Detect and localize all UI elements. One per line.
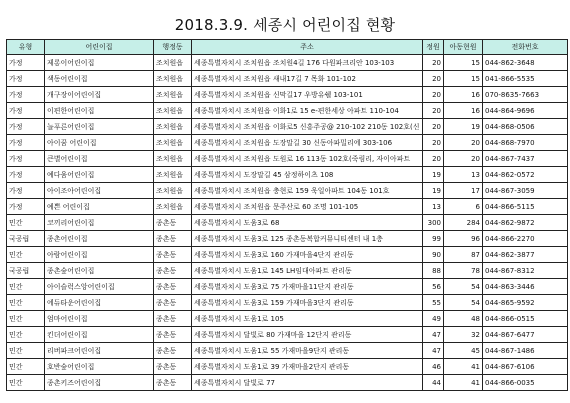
cell-current[interactable]: 45 bbox=[444, 343, 483, 359]
cell-dong[interactable]: 종촌동 bbox=[154, 231, 192, 247]
table-row bbox=[7, 103, 568, 119]
table-row bbox=[7, 279, 568, 295]
cell-type[interactable]: 민간 bbox=[7, 359, 45, 375]
cell-dong[interactable]: 종촌동 bbox=[154, 327, 192, 343]
cell-capacity[interactable]: 56 bbox=[423, 279, 444, 295]
cell-address[interactable]: 세종특별자치시 도움3로 125 종촌동복합커뮤니티센터 내 1층 bbox=[192, 231, 423, 247]
cell-name[interactable]: 호반숲어린이집 bbox=[45, 359, 154, 375]
cell-name[interactable]: 킨더어린이집 bbox=[45, 327, 154, 343]
cell-address[interactable]: 세종특별자치시 조치원읍 이화로5 신흥주공@ 210-102 210동 102호(신 bbox=[192, 119, 423, 135]
cell-type[interactable]: 가정 bbox=[7, 151, 45, 167]
cell-address[interactable]: 세종특별자치시 조치원읍 조치원4길 176 다원파크리안 103-103 bbox=[192, 55, 423, 71]
cell-capacity[interactable]: 47 bbox=[423, 343, 444, 359]
cell-phone[interactable]: 070-8635-7663 bbox=[483, 87, 568, 103]
table-row bbox=[7, 375, 568, 391]
cell-dong[interactable]: 종촌동 bbox=[154, 263, 192, 279]
daycare-table bbox=[6, 39, 568, 391]
cell-dong[interactable]: 종촌동 bbox=[154, 295, 192, 311]
table-row bbox=[7, 231, 568, 247]
cell-dong[interactable]: 조치원읍 bbox=[154, 103, 192, 119]
column-header-address[interactable]: 주소 bbox=[192, 40, 423, 55]
cell-dong[interactable]: 종촌동 bbox=[154, 375, 192, 391]
cell-address[interactable]: 세종특별자치시 도움1로 105 bbox=[192, 311, 423, 327]
cell-name[interactable]: 종촌숲어린이집 bbox=[45, 263, 154, 279]
table-body bbox=[7, 55, 568, 391]
cell-name[interactable]: 엄마어린이집 bbox=[45, 311, 154, 327]
cell-dong[interactable]: 종촌동 bbox=[154, 215, 192, 231]
cell-phone[interactable]: 044-862-0572 bbox=[483, 167, 568, 183]
cell-current[interactable]: 41 bbox=[444, 375, 483, 391]
cell-capacity[interactable]: 20 bbox=[423, 87, 444, 103]
cell-address[interactable]: 세종특별자치시 도움1로 145 LH임대아파트 관리동 bbox=[192, 263, 423, 279]
cell-name[interactable]: 예다움어린이집 bbox=[45, 167, 154, 183]
cell-address[interactable]: 세종특별자치시 도움1로 55 가재마을9단지 관리동 bbox=[192, 343, 423, 359]
cell-name[interactable]: 에듀타운어린이집 bbox=[45, 295, 154, 311]
table-row bbox=[7, 215, 568, 231]
cell-type[interactable]: 민간 bbox=[7, 343, 45, 359]
cell-current[interactable]: 20 bbox=[444, 135, 483, 151]
cell-type[interactable]: 국공립 bbox=[7, 231, 45, 247]
cell-type[interactable]: 가정 bbox=[7, 167, 45, 183]
cell-phone[interactable]: 044-866-2270 bbox=[483, 231, 568, 247]
cell-name[interactable]: 아이조아어린이집 bbox=[45, 183, 154, 199]
cell-capacity[interactable]: 13 bbox=[423, 199, 444, 215]
cell-name[interactable]: 종촌어린이집 bbox=[45, 231, 154, 247]
cell-type[interactable]: 민간 bbox=[7, 375, 45, 391]
cell-name[interactable]: 아람어린이집 bbox=[45, 247, 154, 263]
sheet-title: 2018.3.9. 세종시 어린이집 현황 bbox=[174, 16, 396, 34]
cell-name[interactable]: 이편한어린이집 bbox=[45, 103, 154, 119]
cell-current[interactable]: 41 bbox=[444, 359, 483, 375]
cell-type[interactable]: 민간 bbox=[7, 295, 45, 311]
cell-phone[interactable]: 044-868-7970 bbox=[483, 135, 568, 151]
cell-phone[interactable]: 044-863-3446 bbox=[483, 279, 568, 295]
table-row bbox=[7, 295, 568, 311]
cell-current[interactable]: 54 bbox=[444, 295, 483, 311]
column-header-capacity[interactable]: 정원 bbox=[423, 40, 444, 55]
cell-capacity[interactable]: 19 bbox=[423, 167, 444, 183]
cell-address[interactable]: 세종특별자치시 조치원읍 새내17길 7 목화 101-102 bbox=[192, 71, 423, 87]
cell-type[interactable]: 가정 bbox=[7, 103, 45, 119]
table-row bbox=[7, 135, 568, 151]
cell-dong[interactable]: 조치원읍 bbox=[154, 135, 192, 151]
cell-address[interactable]: 세종특별자치시 조치원읍 도장말길 30 신동아파밀리에 303-106 bbox=[192, 135, 423, 151]
cell-capacity[interactable]: 44 bbox=[423, 375, 444, 391]
cell-address[interactable]: 세종특별자치시 조치원읍 신막길17 우방유쉘 103-101 bbox=[192, 87, 423, 103]
cell-address[interactable]: 세종특별자치시 도움3로 160 가재마을4단지 관리동 bbox=[192, 247, 423, 263]
cell-current[interactable]: 284 bbox=[444, 215, 483, 231]
cell-capacity[interactable]: 99 bbox=[423, 231, 444, 247]
cell-capacity[interactable]: 46 bbox=[423, 359, 444, 375]
cell-address[interactable]: 세종특별자치시 조치원읍 문주산로 60 조명 101-105 bbox=[192, 199, 423, 215]
cell-current[interactable]: 6 bbox=[444, 199, 483, 215]
cell-current[interactable]: 17 bbox=[444, 183, 483, 199]
cell-capacity[interactable]: 90 bbox=[423, 247, 444, 263]
cell-address[interactable]: 세종특별자치시 달빛로 80 가재마을 12단지 관리동 bbox=[192, 327, 423, 343]
cell-address[interactable]: 세종특별자치시 도장말길 45 삼정하이츠 108 bbox=[192, 167, 423, 183]
cell-phone[interactable]: 044-866-0515 bbox=[483, 311, 568, 327]
table-row bbox=[7, 199, 568, 215]
cell-type[interactable]: 가정 bbox=[7, 55, 45, 71]
table-row bbox=[7, 263, 568, 279]
cell-type[interactable]: 민간 bbox=[7, 327, 45, 343]
cell-phone[interactable]: 044-862-3648 bbox=[483, 55, 568, 71]
cell-name[interactable]: 아이슬럭스앙어린이집 bbox=[45, 279, 154, 295]
cell-current[interactable]: 32 bbox=[444, 327, 483, 343]
cell-address[interactable]: 세종특별자치시 조치원읍 도원로 16 113동 102호(죽림리, 자이아파트 bbox=[192, 151, 423, 167]
cell-address[interactable]: 세종특별자치시 도움1로 39 가재마을2단지 관리동 bbox=[192, 359, 423, 375]
cell-capacity[interactable]: 47 bbox=[423, 327, 444, 343]
cell-type[interactable]: 가정 bbox=[7, 71, 45, 87]
cell-name[interactable]: 개구장이어린이집 bbox=[45, 87, 154, 103]
cell-type[interactable]: 가정 bbox=[7, 183, 45, 199]
cell-type[interactable]: 가정 bbox=[7, 119, 45, 135]
cell-dong[interactable]: 종촌동 bbox=[154, 247, 192, 263]
column-header-name[interactable]: 어린이집 bbox=[45, 40, 154, 55]
cell-current[interactable]: 87 bbox=[444, 247, 483, 263]
cell-current[interactable]: 48 bbox=[444, 311, 483, 327]
cell-current[interactable]: 19 bbox=[444, 119, 483, 135]
cell-dong[interactable]: 조치원읍 bbox=[154, 151, 192, 167]
cell-type[interactable]: 가정 bbox=[7, 135, 45, 151]
cell-capacity[interactable]: 20 bbox=[423, 135, 444, 151]
column-header-dong[interactable]: 행정동 bbox=[154, 40, 192, 55]
cell-name[interactable]: 리버파크어린이집 bbox=[45, 343, 154, 359]
cell-name[interactable]: 종촌키즈어린이집 bbox=[45, 375, 154, 391]
table-row bbox=[7, 119, 568, 135]
table-row bbox=[7, 55, 568, 71]
cell-dong[interactable]: 조치원읍 bbox=[154, 71, 192, 87]
cell-current[interactable]: 16 bbox=[444, 103, 483, 119]
cell-phone[interactable]: 044-867-8312 bbox=[483, 263, 568, 279]
cell-capacity[interactable]: 49 bbox=[423, 311, 444, 327]
cell-current[interactable]: 13 bbox=[444, 167, 483, 183]
table-row bbox=[7, 359, 568, 375]
cell-dong[interactable]: 조치원읍 bbox=[154, 199, 192, 215]
cell-current[interactable]: 15 bbox=[444, 71, 483, 87]
cell-phone[interactable]: 044-867-6106 bbox=[483, 359, 568, 375]
table-row bbox=[7, 151, 568, 167]
cell-address[interactable]: 세종특별자치시 도움3로 159 가재마을3단지 관리동 bbox=[192, 295, 423, 311]
column-header-current[interactable]: 아동현원 bbox=[444, 40, 483, 55]
column-header-type[interactable]: 유형 bbox=[7, 40, 45, 55]
cell-current[interactable]: 15 bbox=[444, 55, 483, 71]
cell-capacity[interactable]: 88 bbox=[423, 263, 444, 279]
cell-name[interactable]: 늘푸른어린이집 bbox=[45, 119, 154, 135]
table-row bbox=[7, 183, 568, 199]
cell-dong[interactable]: 종촌동 bbox=[154, 343, 192, 359]
cell-phone[interactable]: 044-868-0506 bbox=[483, 119, 568, 135]
cell-type[interactable]: 민간 bbox=[7, 279, 45, 295]
cell-capacity[interactable]: 20 bbox=[423, 103, 444, 119]
table-row bbox=[7, 167, 568, 183]
cell-capacity[interactable]: 55 bbox=[423, 295, 444, 311]
cell-address[interactable]: 세종특별자치시 조치원읍 충현로 159 욱일아파트 104동 101호 bbox=[192, 183, 423, 199]
cell-phone[interactable]: 044-866-5115 bbox=[483, 199, 568, 215]
column-header-phone[interactable]: 전화번호 bbox=[483, 40, 568, 55]
cell-phone[interactable]: 044-862-3877 bbox=[483, 247, 568, 263]
cell-dong[interactable]: 종촌동 bbox=[154, 279, 192, 295]
cell-phone[interactable]: 044-866-0035 bbox=[483, 375, 568, 391]
cell-type[interactable]: 가정 bbox=[7, 87, 45, 103]
cell-dong[interactable]: 조치원읍 bbox=[154, 119, 192, 135]
cell-phone[interactable]: 044-867-6477 bbox=[483, 327, 568, 343]
cell-dong[interactable]: 종촌동 bbox=[154, 359, 192, 375]
cell-address[interactable]: 세종특별자치시 달빛로 77 bbox=[192, 375, 423, 391]
cell-address[interactable]: 세종특별자치시 도움3로 68 bbox=[192, 215, 423, 231]
cell-capacity[interactable]: 20 bbox=[423, 119, 444, 135]
cell-name[interactable]: 예쁜 어린이집 bbox=[45, 199, 154, 215]
cell-name[interactable]: 코끼리어린이집 bbox=[45, 215, 154, 231]
cell-phone[interactable]: 044-867-1486 bbox=[483, 343, 568, 359]
cell-dong[interactable]: 조치원읍 bbox=[154, 87, 192, 103]
table-row bbox=[7, 87, 568, 103]
cell-current[interactable]: 20 bbox=[444, 151, 483, 167]
cell-capacity[interactable]: 300 bbox=[423, 215, 444, 231]
cell-capacity[interactable]: 20 bbox=[423, 55, 444, 71]
cell-name[interactable]: 제롱이어린이집 bbox=[45, 55, 154, 71]
cell-current[interactable]: 54 bbox=[444, 279, 483, 295]
table-row bbox=[7, 71, 568, 87]
cell-current[interactable]: 16 bbox=[444, 87, 483, 103]
table-row bbox=[7, 247, 568, 263]
cell-current[interactable]: 78 bbox=[444, 263, 483, 279]
cell-dong[interactable]: 조치원읍 bbox=[154, 55, 192, 71]
cell-type[interactable]: 민간 bbox=[7, 247, 45, 263]
table-header-row bbox=[7, 40, 568, 55]
cell-capacity[interactable]: 19 bbox=[423, 183, 444, 199]
cell-dong[interactable]: 조치원읍 bbox=[154, 167, 192, 183]
cell-phone[interactable]: 044-864-9696 bbox=[483, 103, 568, 119]
cell-name[interactable]: 색동어린이집 bbox=[45, 71, 154, 87]
cell-type[interactable]: 민간 bbox=[7, 215, 45, 231]
table-row bbox=[7, 327, 568, 343]
cell-name[interactable]: 아이꿈 어린이집 bbox=[45, 135, 154, 151]
cell-address[interactable]: 세종특별자치시 도움3로 75 가재마을11단지 관리동 bbox=[192, 279, 423, 295]
cell-phone[interactable]: 044-867-7437 bbox=[483, 151, 568, 167]
cell-phone[interactable]: 041-866-5535 bbox=[483, 71, 568, 87]
cell-phone[interactable]: 044-867-3059 bbox=[483, 183, 568, 199]
cell-capacity[interactable]: 20 bbox=[423, 151, 444, 167]
cell-name[interactable]: 큰별어린이집 bbox=[45, 151, 154, 167]
cell-current[interactable]: 96 bbox=[444, 231, 483, 247]
cell-phone[interactable]: 044-862-9872 bbox=[483, 215, 568, 231]
cell-type[interactable]: 국공립 bbox=[7, 263, 45, 279]
table-row bbox=[7, 311, 568, 327]
cell-address[interactable]: 세종특별자치시 조치원읍 이화1로 15 e-편한세상 아파트 110-104 bbox=[192, 103, 423, 119]
cell-type[interactable]: 가정 bbox=[7, 199, 45, 215]
cell-capacity[interactable]: 20 bbox=[423, 71, 444, 87]
cell-dong[interactable]: 조치원읍 bbox=[154, 183, 192, 199]
cell-type[interactable]: 민간 bbox=[7, 311, 45, 327]
cell-phone[interactable]: 044-865-9592 bbox=[483, 295, 568, 311]
cell-dong[interactable]: 종촌동 bbox=[154, 311, 192, 327]
table-row bbox=[7, 343, 568, 359]
